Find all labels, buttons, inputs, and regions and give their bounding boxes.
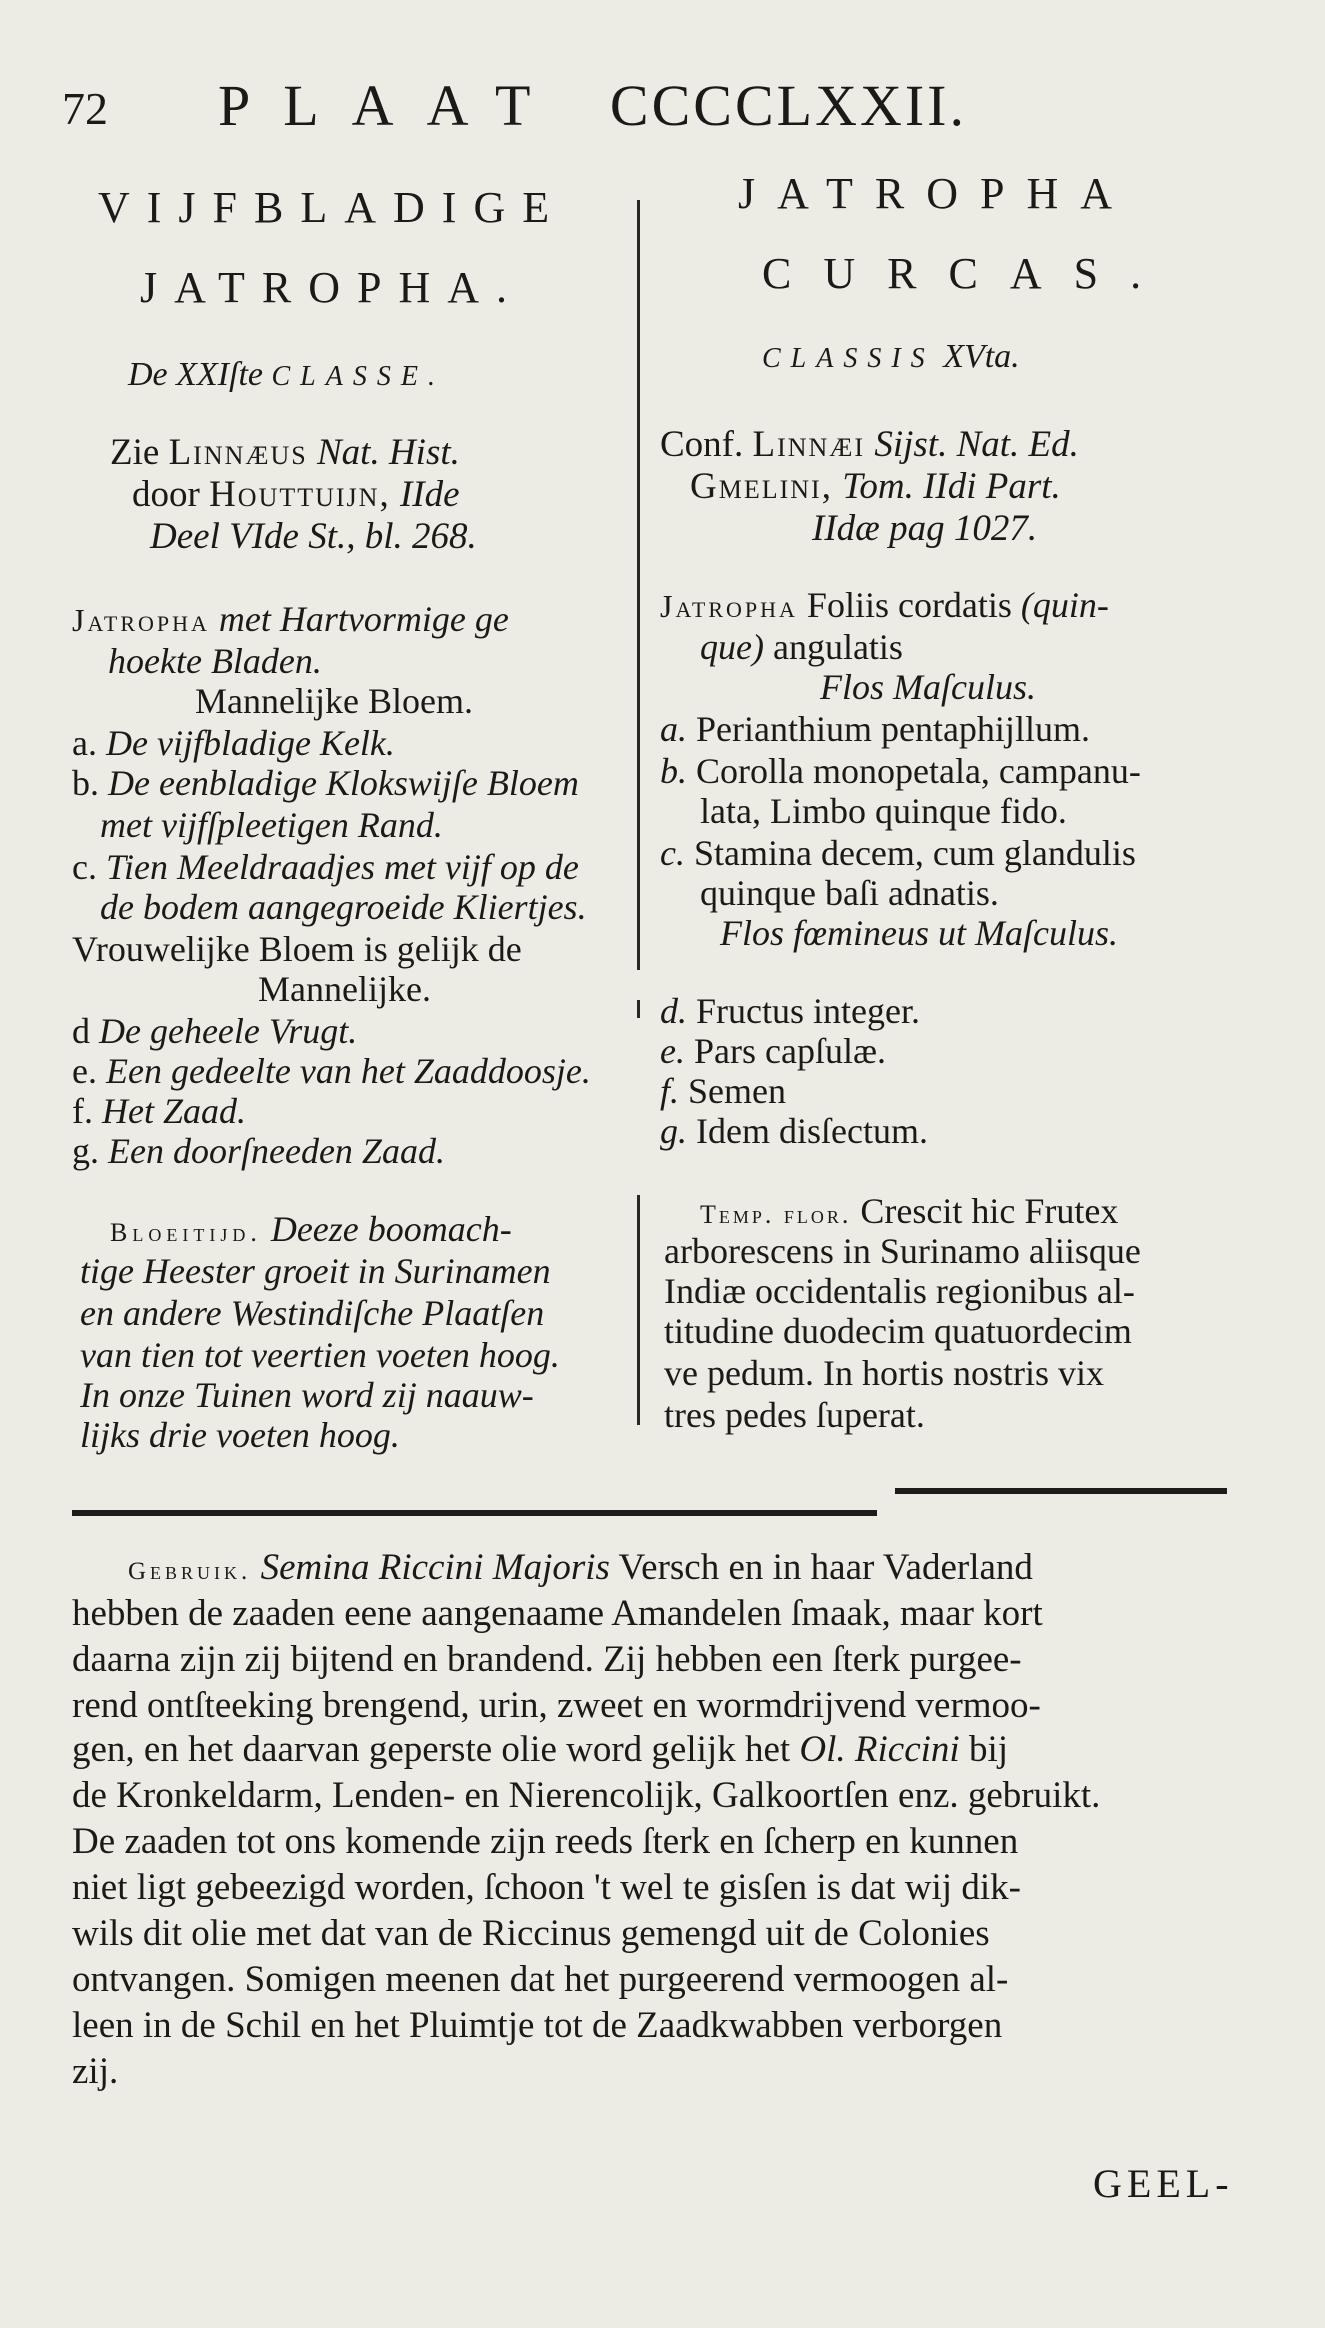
left-item-c-line2: de bodem aangegroeide Kliertjes. bbox=[100, 887, 587, 927]
right-item-f-text: Semen bbox=[688, 1071, 786, 1111]
right-item-c-text1: Stamina decem, cum glandulis bbox=[693, 833, 1136, 873]
left-male-flower: Mannelijke Bloem. bbox=[195, 681, 473, 721]
separator-rule-right bbox=[895, 1488, 1227, 1494]
gebruik-line6: de Kronkeldarm, Lenden- en Nierencolijk, Galkoortſen enz. gebruikt. bbox=[72, 1775, 1101, 1816]
right-genus-label: Jatropha bbox=[660, 588, 798, 624]
right-item-c bbox=[660, 832, 1136, 874]
right-title-line1: JATROPHA bbox=[738, 169, 1135, 218]
left-reference-line3: Deel VIde St., bl. 268. bbox=[150, 516, 477, 557]
right-desc-text2b: angulatis bbox=[772, 627, 903, 667]
right-temp-line3: Indiæ occidentalis regionibus al- bbox=[664, 1271, 1135, 1311]
left-reference-line1 bbox=[110, 432, 460, 474]
gebruik-line1 bbox=[128, 1546, 1033, 1589]
left-bloei-line5: In onze Tuinen word zij naauw- bbox=[80, 1375, 534, 1415]
right-class-suffix: XVta. bbox=[943, 338, 1020, 375]
gebruik-line12: zij. bbox=[72, 2051, 119, 2092]
right-ref-editor: Gmelini, bbox=[690, 466, 833, 507]
left-item-f-letter: f. bbox=[72, 1091, 93, 1131]
gebruik-line3: daarna zijn zij bijtend en brandend. Zij hebben een ſterk purgee- bbox=[72, 1639, 1022, 1680]
left-title-line2: JATROPHA. bbox=[140, 263, 525, 312]
column-divider-gap-mark bbox=[637, 1000, 640, 1018]
gebruik-line8: niet ligt gebeezigd worden, ſchoon 't wel te gisſen is dat wij dik- bbox=[72, 1867, 1021, 1908]
right-item-e-text: Pars capſulæ. bbox=[693, 1031, 886, 1071]
right-item-g-text: Idem disſectum. bbox=[696, 1111, 928, 1151]
right-desc-text1a: Foliis cordatis bbox=[806, 585, 1012, 625]
left-item-b-letter: b. bbox=[72, 763, 99, 803]
gebruik-line1-text: Versch en in haar Vaderland bbox=[618, 1547, 1033, 1588]
page-number: 72 bbox=[62, 83, 108, 134]
left-item-f-text: Het Zaad. bbox=[102, 1091, 246, 1131]
left-bloei-line1 bbox=[110, 1208, 512, 1250]
right-reference-line3: IIdæ pag 1027. bbox=[812, 508, 1038, 549]
left-bloei-line2: tige Heester groeit in Surinamen bbox=[80, 1251, 551, 1291]
left-ref-part: IIde bbox=[399, 474, 460, 515]
left-reference-line2 bbox=[132, 474, 460, 516]
gebruik-line9: wils dit olie met dat van de Riccinus gemengd uit de Colonies bbox=[72, 1913, 990, 1954]
right-desc-line2 bbox=[700, 626, 903, 668]
right-temp-line4: titudine duodecim quatuordecim bbox=[664, 1311, 1132, 1351]
left-item-c-letter: c. bbox=[72, 847, 97, 887]
left-bloei-line3: en andere Westindiſche Plaatſen bbox=[80, 1293, 545, 1333]
left-class-line bbox=[128, 356, 445, 394]
column-divider-lower bbox=[637, 1195, 640, 1425]
right-item-f-letter: f. bbox=[660, 1071, 680, 1111]
right-temp-text1: Crescit hic Frutex bbox=[860, 1191, 1119, 1231]
right-title-line2: CURCAS. bbox=[762, 249, 1174, 298]
left-item-e-letter: e. bbox=[72, 1051, 97, 1091]
left-ref-door: door bbox=[132, 474, 200, 515]
right-item-d bbox=[660, 990, 920, 1032]
right-ref-author: Linnæi bbox=[752, 424, 866, 465]
left-item-a bbox=[72, 722, 395, 764]
gebruik-line5 bbox=[72, 1728, 1008, 1771]
right-ref-tome: Tom. IIdi Part. bbox=[842, 466, 1061, 507]
gebruik-line7: De zaaden tot ons komende zijn reeds ſterk en ſcherp en kunnen bbox=[72, 1821, 1019, 1862]
right-reference-line2 bbox=[690, 466, 1061, 508]
right-desc-text1b: (quin- bbox=[1020, 585, 1109, 625]
left-ref-work: Nat. Hist. bbox=[316, 432, 460, 473]
left-ref-translator: Houttuijn, bbox=[209, 474, 391, 515]
left-item-b-text1: De eenbladige Klokswijſe Bloem bbox=[108, 763, 579, 803]
right-item-c-letter: c. bbox=[660, 833, 685, 873]
right-temp-label: Temp. flor. bbox=[700, 1200, 852, 1229]
right-temp-line6: tres pedes ſuperat. bbox=[664, 1395, 925, 1435]
right-female-flower: Flos fœmineus ut Maſculus. bbox=[720, 913, 1118, 953]
right-item-e-letter: e. bbox=[660, 1031, 685, 1071]
left-class-word: CLASSE. bbox=[271, 361, 445, 392]
running-title: PLAAT bbox=[218, 73, 563, 138]
right-item-b-text1: Corolla monopetala, campanu- bbox=[696, 751, 1141, 791]
left-desc-text1: met Hartvormige ge bbox=[218, 599, 509, 639]
right-item-a-text: Perianthium pentaphijllum. bbox=[696, 709, 1090, 749]
left-item-c bbox=[72, 846, 579, 888]
left-item-c-text1: Tien Meeldraadjes met vijf op de bbox=[105, 847, 579, 887]
right-item-g bbox=[660, 1110, 928, 1152]
column-divider-upper bbox=[637, 200, 640, 970]
catchword: GEEL- bbox=[1093, 2161, 1234, 2206]
left-item-g-text: Een doorſneeden Zaad. bbox=[108, 1131, 445, 1171]
right-item-b-line2: lata, Limbo quinque fido. bbox=[700, 791, 1067, 831]
left-item-a-letter: a. bbox=[72, 723, 97, 763]
gebruik-line2: hebben de zaaden eene aangenaame Amandelen ſmaak, maar kort bbox=[72, 1593, 1043, 1634]
left-title-line1: VIJFBLADIGE bbox=[98, 183, 567, 232]
left-item-e-text: Een gedeelte van het Zaaddoosje. bbox=[105, 1051, 591, 1091]
left-genus-label: Jatropha bbox=[72, 602, 210, 638]
right-item-b-letter: b. bbox=[660, 751, 687, 791]
left-bloei-text1: Deeze boomach- bbox=[270, 1209, 512, 1249]
left-ref-author: Linnæus bbox=[168, 432, 308, 473]
right-item-b bbox=[660, 750, 1141, 792]
left-item-d bbox=[72, 1010, 357, 1052]
right-class-line bbox=[762, 338, 1020, 376]
gebruik-line5-a: gen, en het daarvan geperste olie word gelijk het bbox=[72, 1729, 791, 1770]
plate-number: CCCCLXXII. bbox=[609, 73, 967, 138]
right-item-f bbox=[660, 1070, 786, 1112]
right-item-a-letter: a. bbox=[660, 709, 687, 749]
right-item-g-letter: g. bbox=[660, 1111, 687, 1151]
left-female-line2: Mannelijke. bbox=[258, 969, 431, 1009]
right-desc-text2a: que) bbox=[700, 627, 764, 667]
right-item-e bbox=[660, 1030, 886, 1072]
gebruik-line1-latin: Semina Riccini Majoris bbox=[260, 1547, 610, 1588]
gebruik-line11: leen in de Schil en het Pluimtje tot de Zaadkwabben verborgen bbox=[72, 2005, 1003, 2046]
right-temp-line2: arborescens in Surinamo aliisque bbox=[664, 1231, 1141, 1271]
left-bloei-label: Bloeitijd. bbox=[110, 1218, 262, 1247]
left-item-f bbox=[72, 1090, 246, 1132]
right-item-d-text: Fructus integer. bbox=[696, 991, 920, 1031]
gebruik-line4: rend ontſteeking brengend, urin, zweet en wormdrijvend vermoo- bbox=[72, 1685, 1041, 1726]
right-item-c-line2: quinque baſi adnatis. bbox=[700, 873, 999, 913]
left-ref-zie: Zie bbox=[110, 432, 160, 473]
left-item-d-letter: d bbox=[72, 1011, 90, 1051]
right-temp-line5: ve pedum. In hortis nostris vix bbox=[664, 1353, 1104, 1393]
left-class-prefix: De XXIſte bbox=[128, 356, 263, 393]
gebruik-line5-latin: Ol. Riccini bbox=[799, 1729, 960, 1770]
right-reference-line1 bbox=[660, 424, 1079, 466]
right-desc-line1 bbox=[660, 584, 1109, 626]
right-ref-conf: Conf. bbox=[660, 424, 744, 465]
gebruik-line5-b: bij bbox=[968, 1729, 1008, 1770]
gebruik-line10: ontvangen. Somigen meenen dat het purgeerend vermoogen al- bbox=[72, 1959, 1009, 2000]
right-temp-line1 bbox=[700, 1190, 1118, 1232]
left-item-b bbox=[72, 762, 579, 804]
left-bloei-line4: van tien tot veertien voeten hoog. bbox=[80, 1335, 560, 1375]
left-item-g bbox=[72, 1130, 445, 1172]
right-item-d-letter: d. bbox=[660, 991, 687, 1031]
left-female-line1: Vrouwelijke Bloem is gelijk de bbox=[72, 929, 522, 969]
left-item-g-letter: g. bbox=[72, 1131, 99, 1171]
left-desc-line1 bbox=[72, 598, 509, 640]
right-male-flower: Flos Maſculus. bbox=[820, 667, 1036, 707]
left-item-e bbox=[72, 1050, 591, 1092]
left-item-b-line2: met vijfſpleetigen Rand. bbox=[100, 805, 443, 845]
gebruik-label: Gebruik. bbox=[128, 1558, 252, 1585]
right-ref-work: Sijst. Nat. Ed. bbox=[874, 424, 1079, 465]
right-item-a bbox=[660, 708, 1090, 750]
running-head bbox=[218, 72, 967, 139]
right-class-word: CLASSIS bbox=[762, 343, 935, 374]
left-bloei-line6: lijks drie voeten hoog. bbox=[80, 1415, 400, 1455]
left-item-a-text: De vijfbladige Kelk. bbox=[105, 723, 395, 763]
left-desc-line2: hoekte Bladen. bbox=[108, 641, 322, 681]
separator-rule-left bbox=[72, 1510, 877, 1516]
left-item-d-text: De geheele Vrugt. bbox=[99, 1011, 358, 1051]
